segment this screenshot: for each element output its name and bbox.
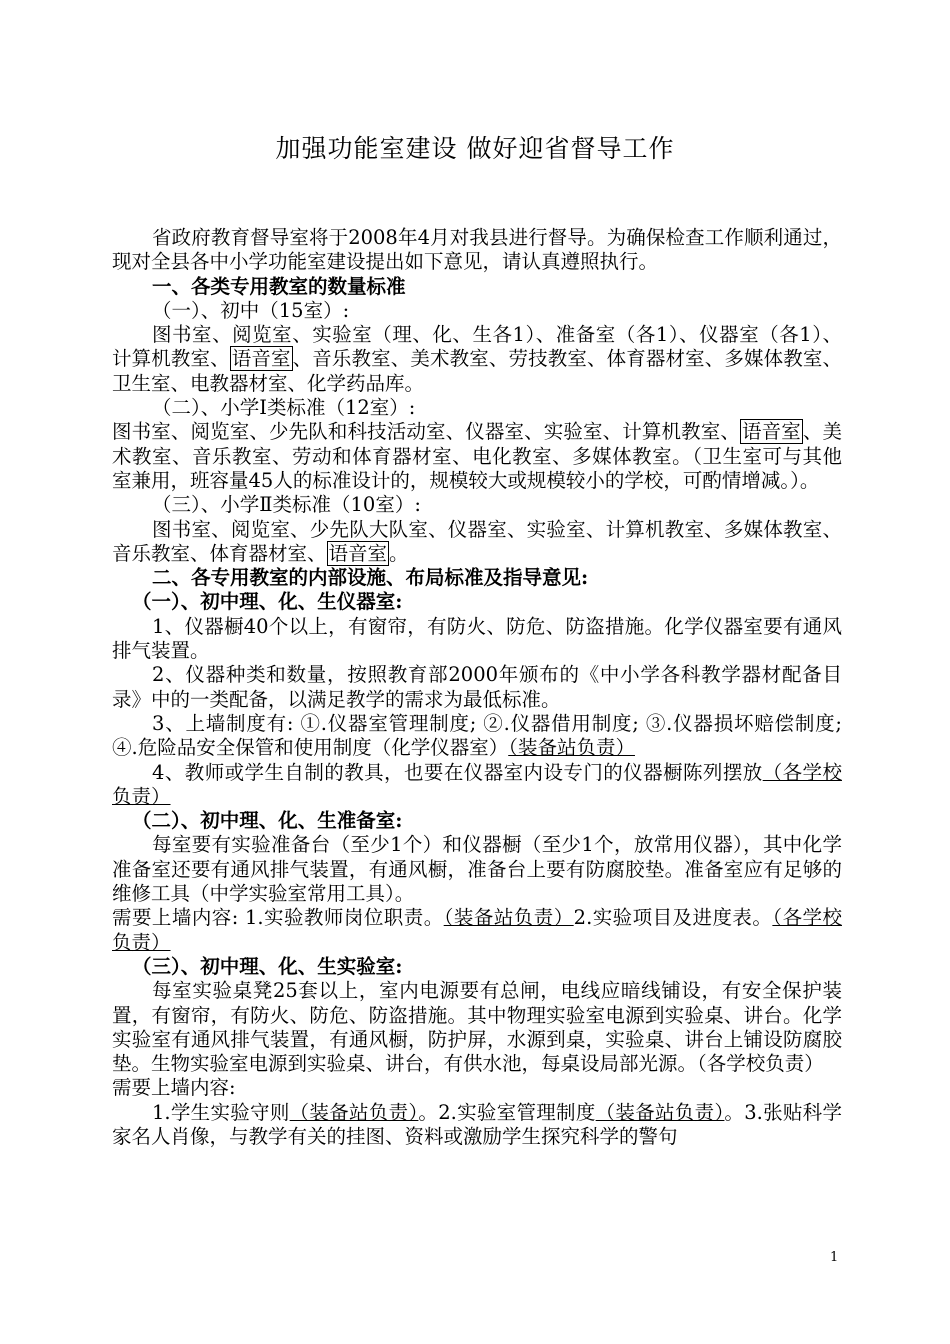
primary1-heading: （二）、小学Ⅰ类标准（12室）: <box>152 396 416 420</box>
intro-paragraph: 省政府教育督导室将于2008年4月对我县进行督导。为确保检查工作顺利通过，现对全县各中小学功能室建设提出如下意见，请认真遵照执行。 <box>112 226 842 274</box>
page-number: 1 <box>830 1250 839 1265</box>
prep-room-wall-content <box>112 906 842 955</box>
prep-wall-text-2: 2.实验项目及进度表。 <box>573 906 773 930</box>
instrument-item-3-responsible: （装备站负责） <box>508 736 635 760</box>
instrument-item-4-text: 4、教师或学生自制的教具，也要在仪器室内设专门的仪器橱陈列摆放 <box>152 760 763 784</box>
primary2-rooms-b: 。 <box>389 541 409 565</box>
instrument-item-3 <box>112 712 842 761</box>
instrument-item-2: 2、仪器种类和数量，按照教育部2000年颁布的《中小学各科教学器材配备目录》中的一类配备，以满足教学的需求为最低标准。 <box>112 663 842 711</box>
section1-heading: 一、各类专用教室的数量标准 <box>152 274 406 298</box>
lab-wall-text-2: 。2.实验室管理制度 <box>418 1100 596 1124</box>
primary1-language-room: 语音室 <box>741 420 801 444</box>
junior-rooms <box>112 323 842 396</box>
primary2-rooms-a: 图书室、阅览室、少先队大队室、仪器室、实验室、计算机教室、多媒体教室、音乐教室、体育器材室、 <box>112 517 842 565</box>
lab-heading: （三）、初中理、化、生实验室: <box>132 954 403 978</box>
lab-wall-responsible-2: （装备站负责） <box>595 1100 725 1124</box>
lab-wall-items <box>112 1101 842 1150</box>
lab-wall-text-3: 。3.张贴科学家名人肖像，与教学有关的挂图、资料或激励学生探究科学的警句 <box>112 1100 842 1148</box>
primary1-rooms-b: 、美术教室、音乐教室、劳动和体育器材室、电化教室、多媒体教室。（卫生室可与其他室兼用，班容量45人的标准设计的，规模较大或规模较小的学校，可酌情增减。）。 <box>112 420 842 492</box>
junior-language-room: 语音室 <box>231 347 291 371</box>
instrument-item-3-text: 3、上墙制度有: ①.仪器室管理制度; ②.仪器借用制度; ③.仪器损坏赔偿制度; ④.危险品安全保管和使用制度（化学仪器室） <box>112 711 842 760</box>
primary1-rooms-a: 图书室、阅览室、少先队和科技活动室、仪器室、实验室、计算机教室、 <box>112 420 740 444</box>
prep-room-paragraph: 每室要有实验准备台（至少1个）和仪器橱（至少1个，放常用仪器），其中化学准备室还要有通风排气装置，有通风橱，准备台上要有防腐胶垫。准备室应有足够的维修工具（中学实验室常用工具）。 <box>112 833 842 906</box>
primary2-heading: （三）、小学Ⅱ类标准（10室）: <box>152 493 421 517</box>
prep-wall-responsible-2: （各学校负责） <box>112 906 842 954</box>
section2-heading: 二、各专用教室的内部设施、布局标准及指导意见: <box>152 566 589 590</box>
primary2-rooms <box>112 518 842 567</box>
lab-wall-text-1: 1.学生实验守则 <box>152 1100 290 1124</box>
lab-wall-label: 需要上墙内容: <box>112 1076 236 1100</box>
junior-rooms-a: 图书室、阅览室、实验室（理、化、生各1）、准备室（各1）、仪器室（各1）、计算机教室、 <box>112 323 842 371</box>
document-body <box>112 226 842 1149</box>
junior-heading: （一）、初中（15室）: <box>152 298 350 322</box>
instrument-item-4-responsible: （各学校负责） <box>112 760 842 808</box>
prep-wall-responsible-1: （装备站负责） <box>443 906 574 930</box>
primary2-language-room: 语音室 <box>328 541 388 565</box>
lab-wall-responsible-1: （装备站负责） <box>289 1100 419 1124</box>
document-title: 加强功能室建设 做好迎省督导工作 <box>275 134 675 163</box>
prep-wall-text-1: 需要上墙内容: 1.实验教师岗位职责。 <box>112 906 444 930</box>
instrument-item-1: 1、仪器橱40个以上，有窗帘，有防火、防危、防盗措施。化学仪器室要有通风排气装置。 <box>112 614 842 663</box>
instrument-item-4 <box>112 761 842 810</box>
instrument-room-heading: （一）、初中理、化、生仪器室: <box>132 590 403 614</box>
prep-room-heading: （二）、初中理、化、生准备室: <box>132 809 403 833</box>
primary1-rooms <box>112 420 842 493</box>
lab-paragraph: 每室实验桌凳25套以上，室内电源要有总闸，电线应暗线铺设，有安全保护装置，有窗帘，有防火、防危、防盗措施。其中物理实验室电源到实验桌、讲台。化学实验室有通风排气装置，有通风橱，防护屏，水源到桌，实验桌、讲台上铺设防腐胶垫。生物实验室电源到实验桌、讲台，有供水池，每桌设局部光源。（各学校负责） <box>112 979 842 1076</box>
junior-rooms-b: 、音乐教室、美术教室、劳技教室、体育器材室、多媒体教室、卫生室、电教器材室、化学药品库。 <box>112 347 842 395</box>
